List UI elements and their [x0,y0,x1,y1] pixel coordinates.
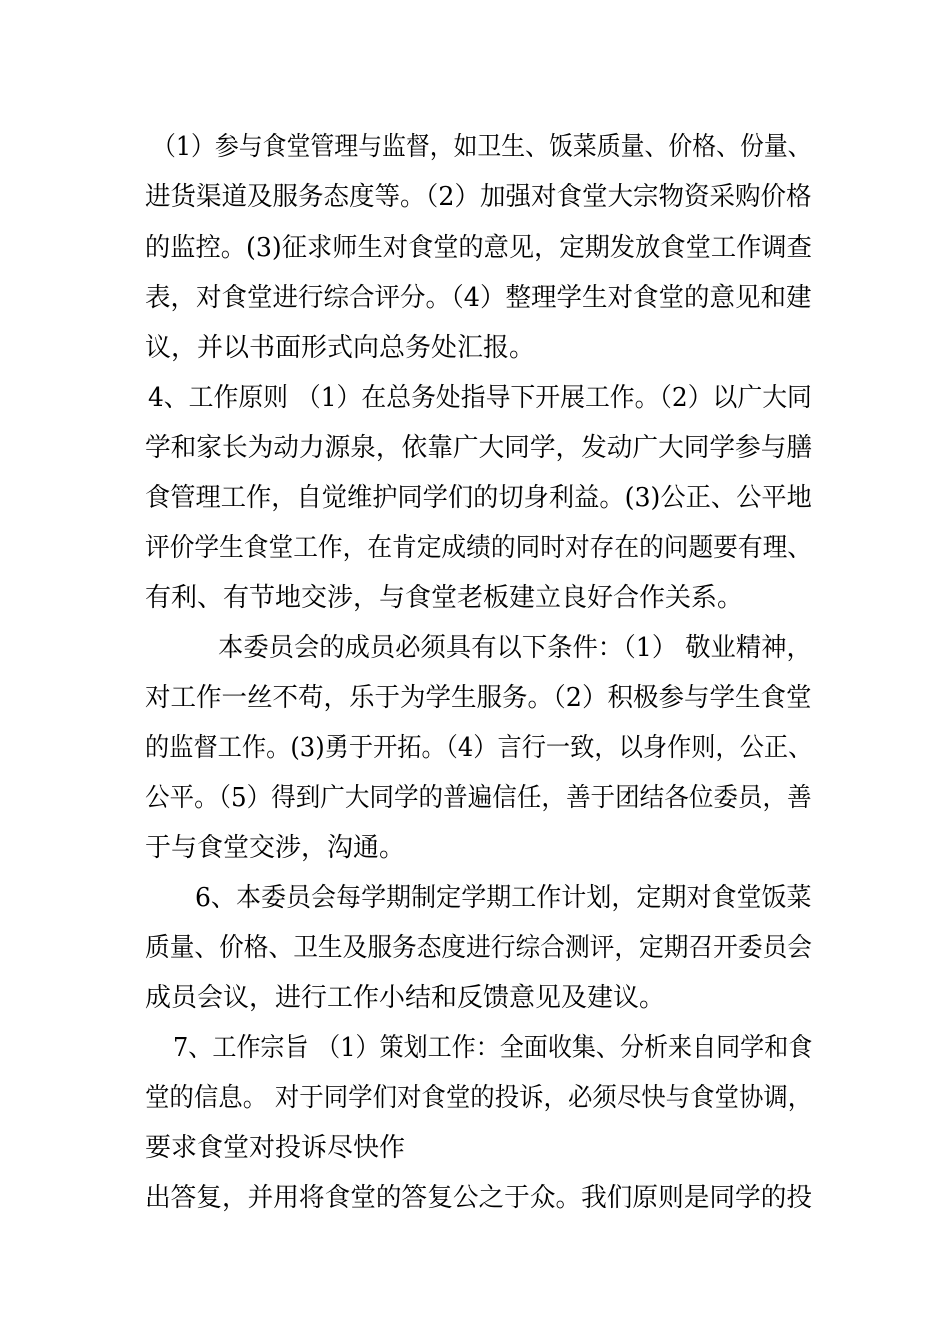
text-line: 本委员会的成员必须具有以下条件：（1） 敬业精神， [218,633,812,663]
text-line: 于与食堂交涉，沟通。 [145,833,406,863]
text-line: 表，对食堂进行综合评分。（4）整理学生对食堂的意见和建 [145,283,812,313]
text-line: （1）参与食堂管理与监督，如卫生、饭菜质量、价格、份量、 [152,132,812,162]
text-line: 成员会议，进行工作小结和反馈意见及建议。 [145,983,666,1013]
text-line: 对工作一丝不苟，乐于为学生服务。（2）积极参与学生食堂 [145,683,812,713]
text-line: 的监督工作。(3)勇于开拓。（4）言行一致，以身作则，公正、 [145,733,813,763]
text-line: 7、工作宗旨 （1）策划工作：全面收集、分析来自同学和食 [173,1033,813,1063]
text-line: 进货渠道及服务态度等。（2）加强对食堂大宗物资采购价格 [145,182,812,212]
text-line: 评价学生食堂工作，在肯定成绩的同时对存在的问题要有理、 [145,533,812,563]
text-line: 议，并以书面形式向总务处汇报。 [145,333,536,363]
text-line: 食管理工作，自觉维护同学们的切身利益。(3)公正、公平地 [145,483,812,513]
text-line: 学和家长为动力源泉，依靠广大同学，发动广大同学参与膳 [145,433,813,463]
text-line: 4、工作原则 （1）在总务处指导下开展工作。（2）以广大同 [148,383,812,413]
text-line: 6、本委员会每学期制定学期工作计划，定期对食堂饭菜 [195,883,812,913]
text-line: 有利、有节地交涉，与食堂老板建立良好合作关系。 [145,583,744,613]
text-line: 的监控。(3)征求师生对食堂的意见，定期发放食堂工作调查 [145,233,812,263]
text-line: 质量、价格、卫生及服务态度进行综合测评，定期召开委员会 [145,933,812,963]
text-line: 公平。（5）得到广大同学的普遍信任，善于团结各位委员，善 [145,783,812,813]
text-line: 要求食堂对投诉尽快作 [145,1133,406,1163]
text-line: 出答复，并用将食堂的答复公之于众。我们原则是同学的投 [145,1183,813,1213]
text-line: 堂的信息。 对于同学们对食堂的投诉，必须尽快与食堂协调， [145,1083,813,1113]
